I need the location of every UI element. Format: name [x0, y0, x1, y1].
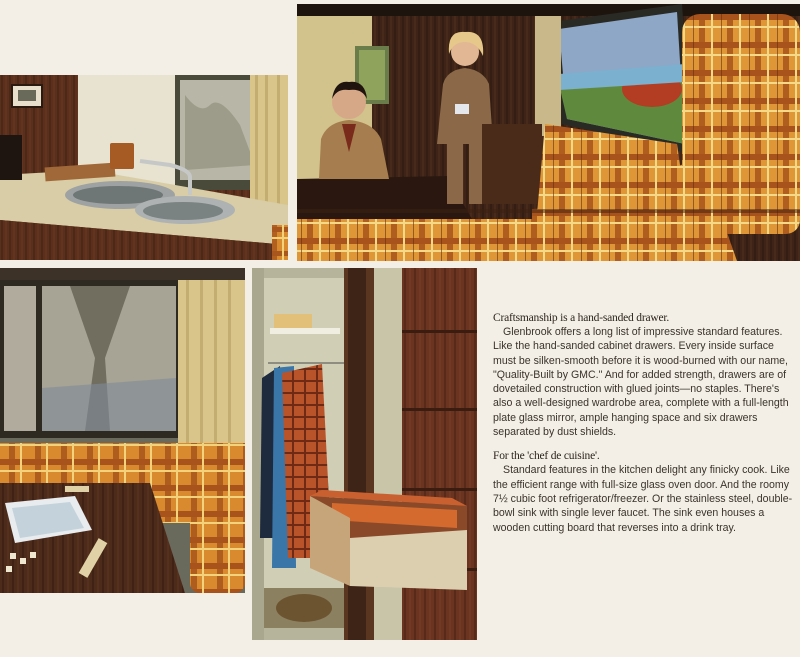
body-copy: [493, 311, 793, 535]
section-heading-kitchen: For the 'chef de cuisine'.: [493, 450, 600, 463]
dinette-photo: [0, 268, 245, 593]
kitchen-sink-photo: [0, 75, 288, 260]
paragraph-drawers: Glenbrook offers a long list of impressive standard features. Like the hand-sanded cabinet drawers. Every inside surface must be silken-smooth before it is wood-burned with our name, "Quality-Built by GMC." And for added strength, drawers are of dovetailed construction with glued joints—no staples. There's also a well-designed wardrobe area, complete with a full-length plate glass mirror, ample hanging space and six drawers separated by dust shields.: [493, 326, 789, 439]
paragraph-kitchen: Standard features in the kitchen delight any finicky cook. Like the efficient range with full-size glass oven door. And the roomy 7½ cubic foot refrigerator/freezer. Or the stainless steel, double-bowl sink with single lever faucet. The sink even houses a wooden cutting board that reverses into a drink tray.: [493, 464, 793, 534]
lounge-photo: [297, 4, 800, 261]
section-heading-drawers: Craftsmanship is a hand-sanded drawer.: [493, 312, 670, 324]
wardrobe-photo: [252, 268, 477, 640]
